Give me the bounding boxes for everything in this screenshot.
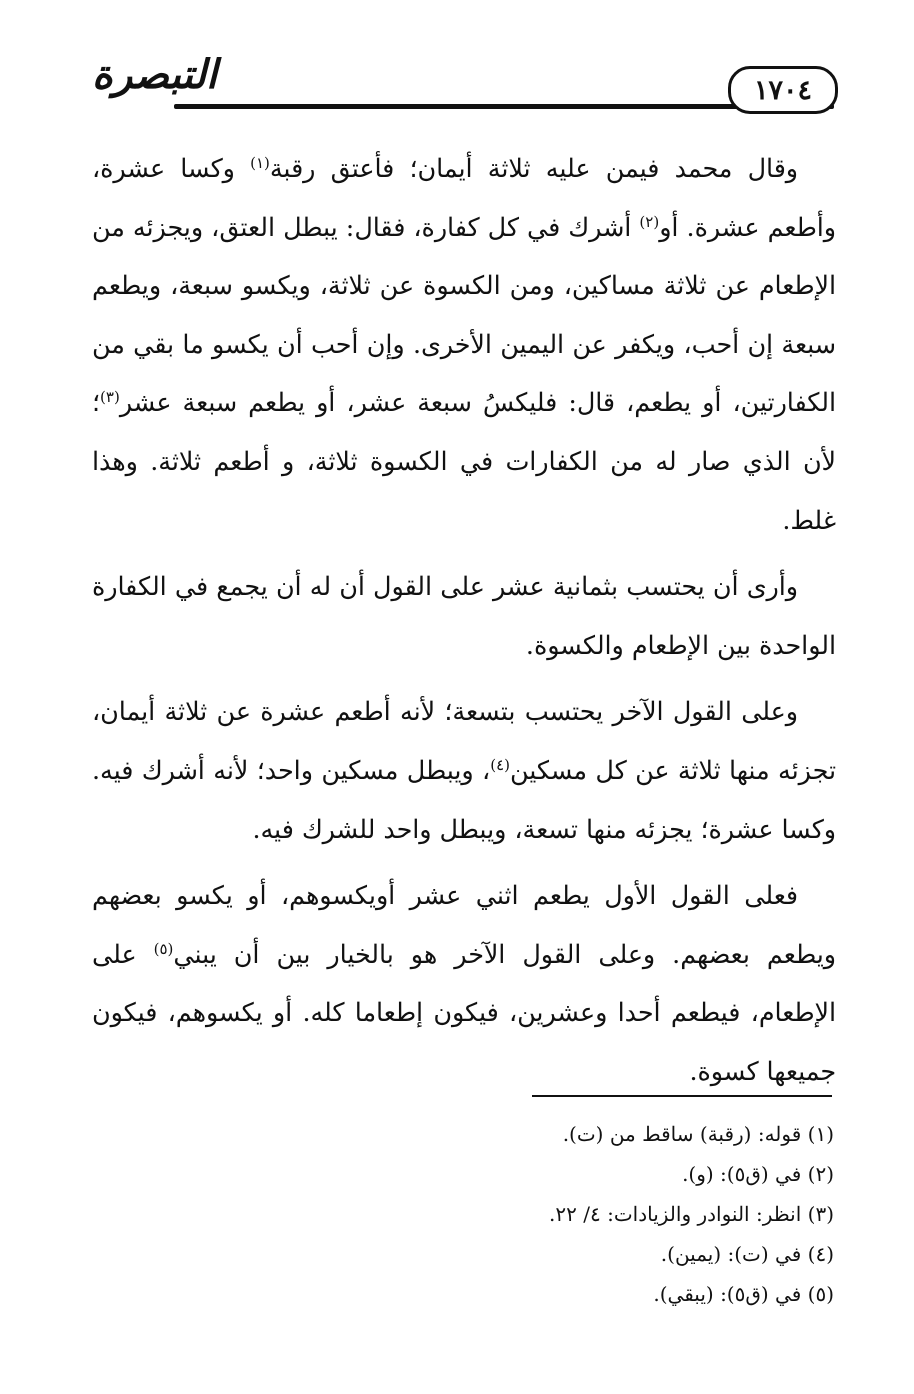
text-run: وقال محمد فيمن عليه ثلاثة أيمان؛ فأعتق رقبة xyxy=(269,154,798,183)
book-title: التبصرة xyxy=(92,51,218,98)
footnote-3: (٣) انظر: النوادر والزيادات: ٤/ ٢٢. xyxy=(549,1202,834,1226)
paragraph-3 xyxy=(92,683,836,859)
text-run: أشرك في كل كفارة، فقال: يبطل العتق، ويجزئه من الإطعام عن ثلاثة مساكين، ومن الكسوة عن ثلاثة، ويكسو سبعة، ويطعم سبعة إن أحب، ويكفر عن اليمين الأخرى. وإن أحب أن يكسو ما بقي من الكفارتين، أو يطعم، قال: فليكسُ سبعة عشر، أو يطعم سبعة عشر xyxy=(92,212,836,418)
footnote-ref-5: (٥) xyxy=(153,939,174,958)
footnote-ref-1: (١) xyxy=(250,154,270,172)
footnote-ref-2: (٢) xyxy=(639,212,660,231)
text-run: وكسا عشرة، وأطعم عشرة. أو xyxy=(92,154,836,242)
footnote-2: (٢) في (ق٥): (و). xyxy=(682,1162,834,1186)
footnote-ref-4: (٤) xyxy=(490,755,510,774)
text-run: وعلى القول الآخر يحتسب بتسعة؛ لأنه أطعم عشرة عن ثلاثة أيمان، تجزئه منها ثلاثة عن كل مسكين xyxy=(92,697,836,785)
page-header xyxy=(88,44,838,116)
paragraph-2: وأرى أن يحتسب بثمانية عشر على القول أن له أن يجمع في الكفارة الواحدة بين الإطعام والكسوة. xyxy=(92,572,836,660)
footnote-5: (٥) في (ق٥): (يبقي). xyxy=(653,1282,834,1306)
footnote-ref-3: (٣) xyxy=(100,388,120,407)
page-number: ١٧٠٤ xyxy=(728,66,838,114)
text-run: فعلى القول الأول يطعم اثني عشر أويكسوهم، أو يكسو بعضهم ويطعم بعضهم. وعلى القول الآخر هو بالخيار بين أن يبني xyxy=(92,881,836,969)
paragraph-4 xyxy=(92,867,836,1101)
text-run: ، ويبطل مسكين واحد؛ لأنه أشرك فيه. وكسا عشرة؛ يجزئه منها تسعة، ويبطل واحد للشرك فيه. xyxy=(92,755,836,844)
main-text xyxy=(92,140,836,1102)
footnote-1: (١) قوله: (رقبة) ساقط من (ت). xyxy=(562,1122,834,1146)
text-run: ؛ لأن الذي صار له من الكفارات في الكسوة ثلاثة، و أطعم ثلاثة. وهذا غلط. xyxy=(92,388,836,535)
footnotes xyxy=(300,1114,834,1314)
footnote-4: (٤) في (ت): (يمين). xyxy=(660,1242,834,1266)
footnote-separator xyxy=(532,1095,832,1097)
paragraph-1 xyxy=(92,140,836,550)
text-run: على الإطعام، فيطعم أحدا وعشرين، فيكون إطعاما كله. أو يكسوهم، فيكون جميعها كسوة. xyxy=(92,939,836,1086)
